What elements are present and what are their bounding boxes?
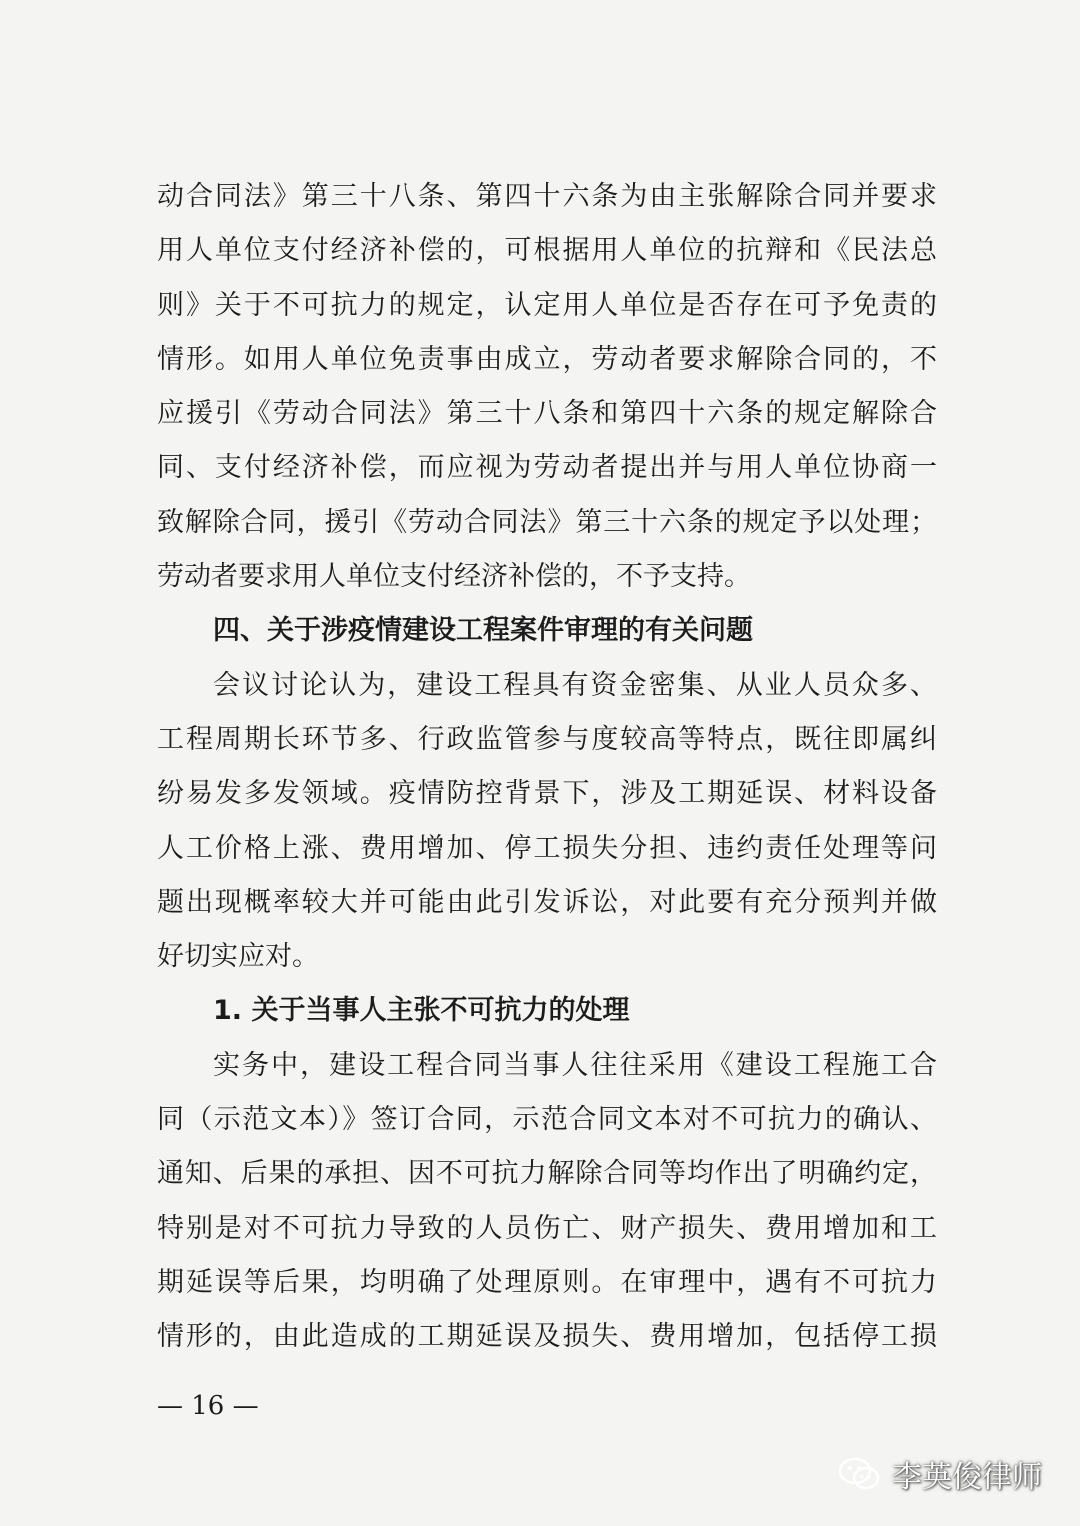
text-line: 劳动者要求用人单位支付经济补偿的，不予支持。: [157, 561, 751, 593]
text-line: 工程周期长环节多、行政监管参与度较高等特点，既往即属纠: [157, 723, 937, 755]
text-line: 情形的，由此造成的工期延误及损失、费用增加，包括停工损: [157, 1321, 937, 1353]
text-line: 通知、后果的承担、因不可抗力解除合同等均作出了明确约定，: [157, 1158, 937, 1190]
text-line: 期延误等后果，均明确了处理原则。在审理中，遇有不可抗力: [157, 1266, 937, 1298]
text-line: 则》关于不可抗力的规定，认定用人单位是否存在可予免责的: [157, 289, 937, 321]
text-line: 会议讨论认为，建设工程具有资金密集、从业人员众多、: [213, 669, 937, 701]
watermark: [838, 1452, 1042, 1496]
wechat-icon: [838, 1456, 882, 1492]
text-line: 情形。如用人单位免责事由成立，劳动者要求解除合同的，不: [157, 343, 937, 375]
section-heading: 1. 关于当事人主张不可抗力的处理: [213, 995, 630, 1027]
page-number: — 16 —: [157, 1391, 259, 1421]
text-line: 同（示范文本）》签订合同，示范合同文本对不可抗力的确认、: [157, 1104, 937, 1136]
text-line: 特别是对不可抗力导致的人员伤亡、财产损失、费用增加和工: [157, 1212, 937, 1244]
text-line: 好切实应对。: [157, 941, 319, 973]
text-line: 题出现概率较大并可能由此引发诉讼，对此要有充分预判并做: [157, 886, 937, 918]
text-line: 纷易发多发领域。疫情防控背景下，涉及工期延误、材料设备: [157, 778, 937, 810]
text-line: 人工价格上涨、费用增加、停工损失分担、违约责任处理等问: [157, 832, 937, 864]
text-line: 致解除合同，援引《劳动合同法》第三十六条的规定予以处理；: [157, 506, 937, 538]
text-line: 应援引《劳动合同法》第三十八条和第四十六条的规定解除合: [157, 398, 937, 430]
document-body: [157, 170, 937, 1365]
watermark-text: 李英俊律师: [892, 1460, 1042, 1495]
text-line: 用人单位支付经济补偿的，可根据用人单位的抗辩和《民法总: [157, 235, 937, 267]
section-heading: 四、关于涉疫情建设工程案件审理的有关问题: [213, 615, 753, 647]
text-line: 实务中，建设工程合同当事人往往采用《建设工程施工合: [213, 1049, 937, 1081]
text-line: 同、支付经济补偿，而应视为劳动者提出并与用人单位协商一: [157, 452, 937, 484]
text-line: 动合同法》第三十八条、第四十六条为由主张解除合同并要求: [157, 181, 937, 212]
